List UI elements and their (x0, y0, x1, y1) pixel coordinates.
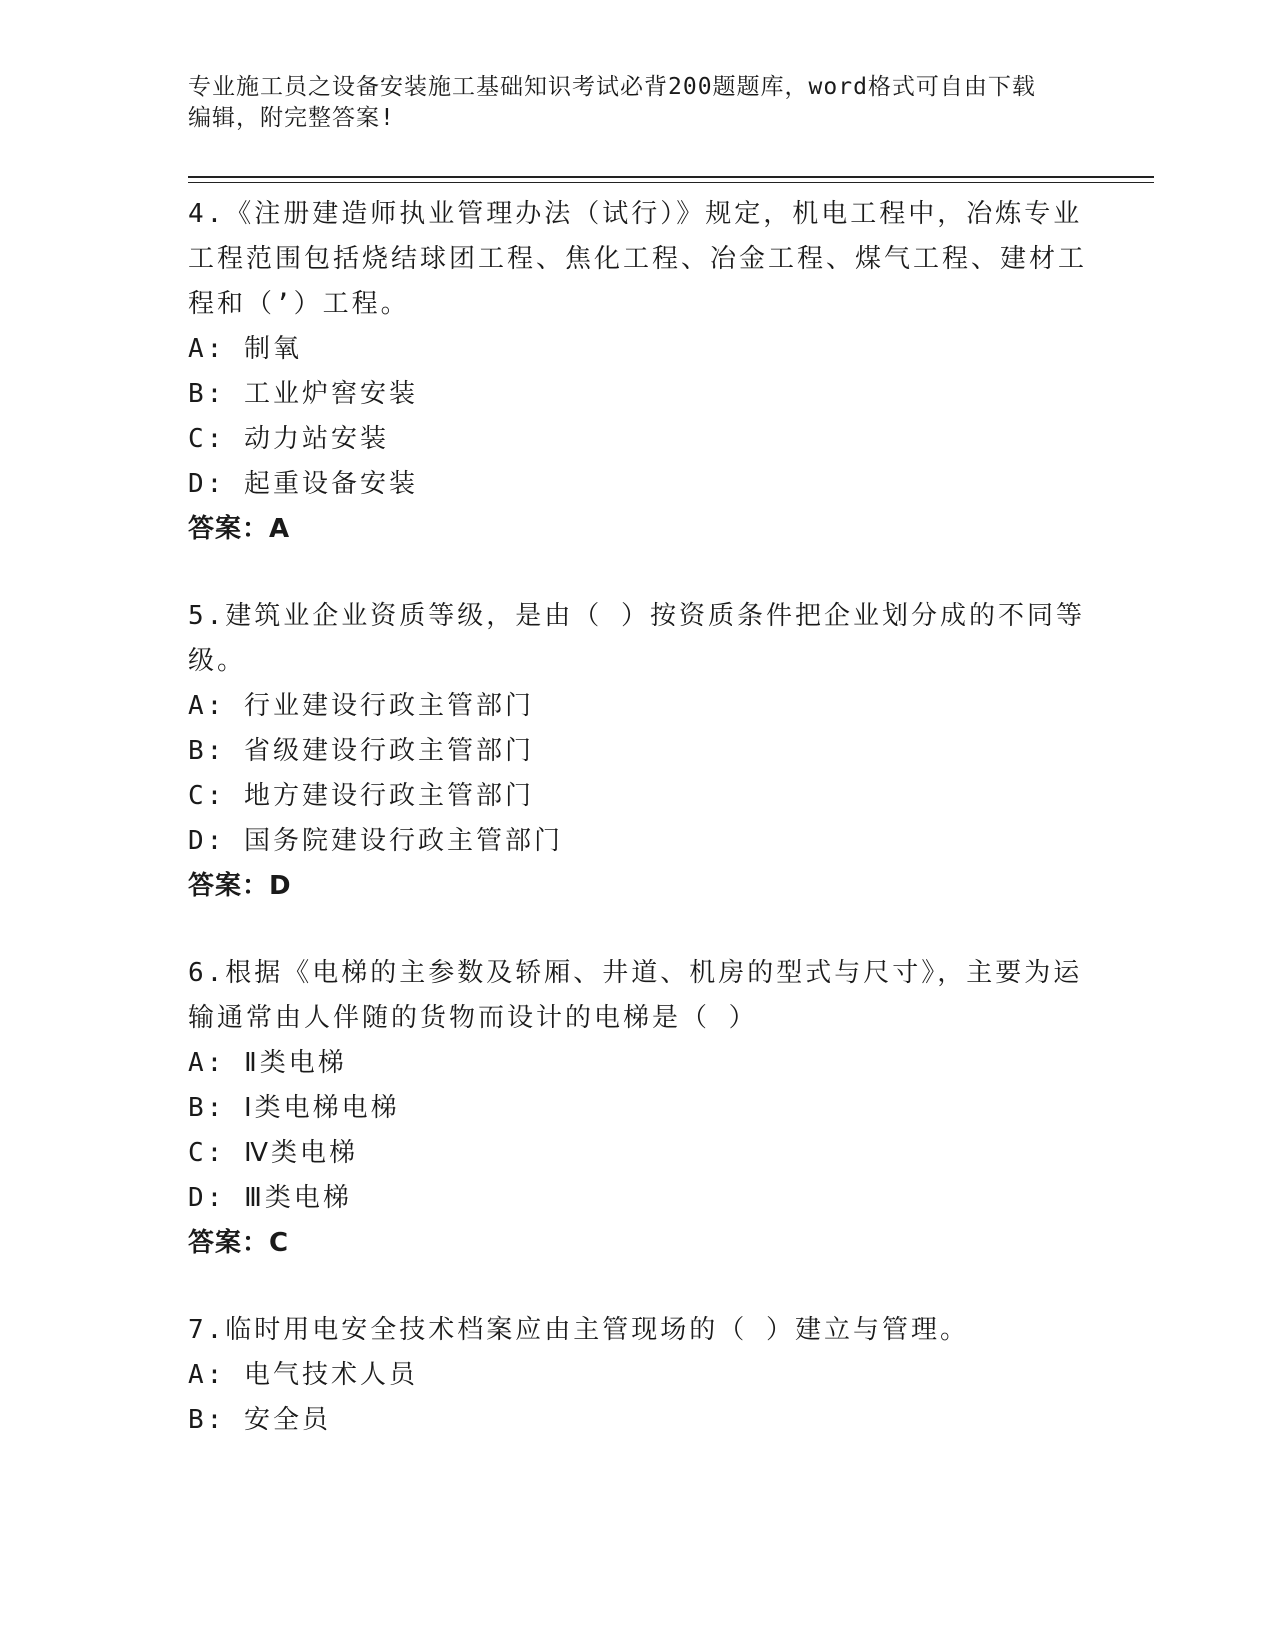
option-b: B: 工业炉窖安装 (188, 379, 418, 409)
option-a: A: Ⅱ类电梯 (188, 1048, 347, 1078)
answer-line: 答案：C (188, 1228, 290, 1258)
option-d: D: 国务院建设行政主管部门 (188, 826, 563, 856)
option-b: B: 省级建设行政主管部门 (188, 736, 534, 766)
header-divider-thin (188, 182, 1154, 183)
option-c: C: 地方建设行政主管部门 (188, 781, 534, 811)
question-4 (188, 192, 1088, 552)
option-d: D: 起重设备安装 (188, 469, 418, 499)
header-title-line2: 编辑，附完整答案! (188, 105, 395, 131)
question-5 (188, 594, 1088, 909)
question-6 (188, 951, 1088, 1266)
question-list (188, 192, 1088, 1485)
option-b: B: Ⅰ类电梯电梯 (188, 1093, 400, 1123)
document-header (188, 72, 1088, 134)
option-a: A: 电气技术人员 (188, 1360, 418, 1390)
question-7 (188, 1308, 1088, 1443)
question-text: 6.根据《电梯的主参数及轿厢、井道、机房的型式与尺寸》，主要为运输通常由人伴随的货物而设计的电梯是（ ） (188, 958, 1083, 1033)
header-divider-thick (188, 176, 1154, 178)
option-c: C: Ⅳ类电梯 (188, 1138, 358, 1168)
header-title-line1: 专业施工员之设备安装施工基础知识考试必背200题题库，word格式可自由下载 (188, 74, 1036, 100)
answer-line: 答案：A (188, 514, 291, 544)
question-text: 5.建筑业企业资质等级，是由（ ）按资质条件把企业划分成的不同等级。 (188, 601, 1085, 676)
option-a: A: 制氧 (188, 334, 302, 364)
option-c: C: 动力站安装 (188, 424, 389, 454)
option-d: D: Ⅲ类电梯 (188, 1183, 352, 1213)
option-a: A: 行业建设行政主管部门 (188, 691, 534, 721)
answer-line: 答案：D (188, 871, 292, 901)
option-b: B: 安全员 (188, 1405, 331, 1435)
question-text: 4.《注册建造师执业管理办法（试行）》规定，机电工程中，冶炼专业工程范围包括烧结球团工程、焦化工程、冶金工程、煤气工程、建材工程和（’）工程。 (188, 199, 1088, 319)
question-text: 7.临时用电安全技术档案应由主管现场的（ ）建立与管理。 (188, 1315, 969, 1345)
